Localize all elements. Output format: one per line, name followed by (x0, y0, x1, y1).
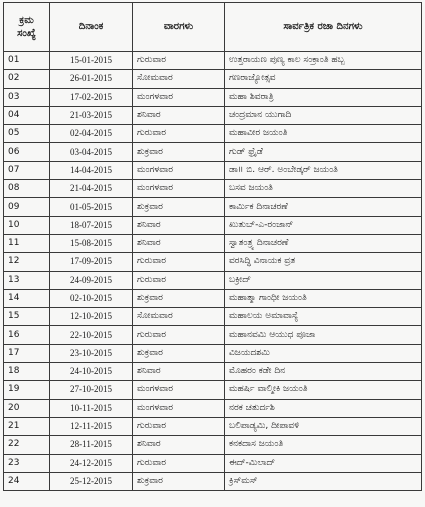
date-cell: 24-10-2015 (50, 363, 133, 381)
serial-header-line1: ಕ್ರಮ (19, 15, 34, 26)
holiday-name-cell: ಈದ್-ಮಿಲಾದ್ (225, 454, 422, 472)
serial-number-cell: 16 (4, 326, 50, 344)
table-row (4, 289, 422, 307)
holiday-name-cell: ಮಹಾಲಯ ಅಮಾವಾಸ್ಯೆ (225, 308, 422, 326)
serial-number-header (4, 3, 50, 52)
weekday-cell: ಸೋಮವಾರ (133, 70, 225, 88)
date-cell: 02-10-2015 (50, 289, 133, 307)
table-row (4, 326, 422, 344)
weekday-cell: ಗುರುವಾರ (133, 271, 225, 289)
table-row (4, 399, 422, 417)
weekday-cell: ಗುರುವಾರ (133, 417, 225, 435)
holiday-name-cell: ಡಾ॥ ಬಿ. ಆರ್. ಅಂಬೇಡ್ಕರ್ ಜಯಂತಿ (225, 161, 422, 179)
date-cell: 14-04-2015 (50, 161, 133, 179)
date-cell: 01-05-2015 (50, 198, 133, 216)
date-cell: 18-07-2015 (50, 216, 133, 234)
serial-number-cell: 14 (4, 289, 50, 307)
serial-number-cell: 23 (4, 454, 50, 472)
table-row (4, 436, 422, 454)
date-cell: 17-02-2015 (50, 88, 133, 106)
table-row (4, 381, 422, 399)
table-row (4, 143, 422, 161)
date-cell: 15-08-2015 (50, 234, 133, 252)
weekday-cell: ಶನಿವಾರ (133, 216, 225, 234)
holiday-name-cell: ಚಂದ್ರಮಾನ ಯುಗಾದಿ (225, 106, 422, 124)
holiday-name-cell: ಸ್ವಾತಂತ್ರ್ಯ ದಿನಾಚರಣೆ (225, 234, 422, 252)
table-row (4, 52, 422, 70)
weekday-cell: ಶುಕ್ರವಾರ (133, 143, 225, 161)
date-cell: 02-04-2015 (50, 125, 133, 143)
weekday-cell: ಸೋಮವಾರ (133, 308, 225, 326)
date-cell: 26-01-2015 (50, 70, 133, 88)
date-cell: 28-11-2015 (50, 436, 133, 454)
date-cell: 24-09-2015 (50, 271, 133, 289)
holiday-name-cell: ಬಕ್ರೀದ್ (225, 271, 422, 289)
serial-number-cell: 13 (4, 271, 50, 289)
table-row (4, 198, 422, 216)
holiday-name-cell: ಮಹಾವೀರ ಜಯಂತಿ (225, 125, 422, 143)
serial-number-cell: 20 (4, 399, 50, 417)
serial-number-cell: 12 (4, 253, 50, 271)
serial-number-cell: 07 (4, 161, 50, 179)
serial-number-cell: 03 (4, 88, 50, 106)
holiday-name-cell: ಮಹಾನವಮಿ ಆಯುಧ ಪೂಜಾ (225, 326, 422, 344)
date-header: ದಿನಾಂಕ (50, 3, 133, 52)
date-cell: 03-04-2015 (50, 143, 133, 161)
date-cell: 21-03-2015 (50, 106, 133, 124)
date-cell: 10-11-2015 (50, 399, 133, 417)
table-row (4, 161, 422, 179)
holiday-name-cell: ಗಣರಾಜ್ಯೋತ್ಸವ (225, 70, 422, 88)
holiday-name-cell: ಉತ್ತರಾಯಣ ಪುಣ್ಯ ಕಾಲ ಸಂಕ್ರಾಂತಿ ಹಬ್ಬ (225, 52, 422, 70)
weekday-cell: ಮಂಗಳವಾರ (133, 381, 225, 399)
weekday-cell: ಶನಿವಾರ (133, 234, 225, 252)
table-row (4, 88, 422, 106)
weekday-cell: ಮಂಗಳವಾರ (133, 399, 225, 417)
serial-number-cell: 10 (4, 216, 50, 234)
holiday-name-cell: ಬಲಿಪಾಡ್ಯಮಿ, ದೀಪಾವಳಿ (225, 417, 422, 435)
serial-number-cell: 22 (4, 436, 50, 454)
table-row (4, 308, 422, 326)
table-row (4, 216, 422, 234)
holiday-name-cell: ಬಸವ ಜಯಂತಿ (225, 180, 422, 198)
table-row (4, 234, 422, 252)
table-row (4, 180, 422, 198)
holiday-name-cell: ಗುಡ್ ಫ್ರೈಡೆ (225, 143, 422, 161)
date-cell: 15-01-2015 (50, 52, 133, 70)
serial-number-cell: 18 (4, 363, 50, 381)
table-row (4, 454, 422, 472)
serial-number-cell: 06 (4, 143, 50, 161)
serial-number-cell: 15 (4, 308, 50, 326)
table-row (4, 472, 422, 490)
holiday-name-cell: ಮಹಾ ಶಿವರಾತ್ರಿ (225, 88, 422, 106)
weekday-cell: ಶುಕ್ರವಾರ (133, 198, 225, 216)
serial-number-cell: 08 (4, 180, 50, 198)
holiday-table (3, 2, 422, 491)
holiday-rows (4, 52, 422, 491)
date-cell: 24-12-2015 (50, 454, 133, 472)
weekday-cell: ಗುರುವಾರ (133, 253, 225, 271)
weekday-cell: ಶನಿವಾರ (133, 106, 225, 124)
date-cell: 17-09-2015 (50, 253, 133, 271)
holiday-name-cell: ಕ್ರಿಸ್‌ಮಸ್ (225, 472, 422, 490)
holiday-name-cell: ವಿಜಯದಶಮಿ (225, 344, 422, 362)
serial-number-cell: 21 (4, 417, 50, 435)
date-cell: 12-10-2015 (50, 308, 133, 326)
serial-number-cell: 04 (4, 106, 50, 124)
serial-number-cell: 11 (4, 234, 50, 252)
serial-number-cell: 09 (4, 198, 50, 216)
holiday-header: ಸಾರ್ವತ್ರಿಕ ರಜಾ ದಿನಗಳು (225, 3, 422, 52)
table-header-row (4, 3, 422, 52)
table-row (4, 417, 422, 435)
serial-number-cell: 24 (4, 472, 50, 490)
table-row (4, 70, 422, 88)
weekday-cell: ಶುಕ್ರವಾರ (133, 344, 225, 362)
serial-number-cell: 02 (4, 70, 50, 88)
serial-number-cell: 17 (4, 344, 50, 362)
weekday-cell: ಮಂಗಳವಾರ (133, 161, 225, 179)
date-cell: 21-04-2015 (50, 180, 133, 198)
date-cell: 23-10-2015 (50, 344, 133, 362)
weekday-cell: ಗುರುವಾರ (133, 52, 225, 70)
table-row (4, 363, 422, 381)
date-cell: 27-10-2015 (50, 381, 133, 399)
serial-number-cell: 01 (4, 52, 50, 70)
table-row (4, 253, 422, 271)
weekday-cell: ಮಂಗಳವಾರ (133, 180, 225, 198)
holiday-name-cell: ಖುತುಬ್-ಎ-ರಂಜಾನ್ (225, 216, 422, 234)
table-row (4, 125, 422, 143)
date-cell: 22-10-2015 (50, 326, 133, 344)
weekday-cell: ಶುಕ್ರವಾರ (133, 472, 225, 490)
holiday-name-cell: ಮೊಹರಂ ಕಡೇ ದಿನ (225, 363, 422, 381)
holiday-name-cell: ಕಾರ್ಮಿಕ ದಿನಾಚರಣೆ (225, 198, 422, 216)
weekday-cell: ಶನಿವಾರ (133, 436, 225, 454)
serial-number-cell: 05 (4, 125, 50, 143)
weekday-cell: ಶುಕ್ರವಾರ (133, 289, 225, 307)
weekday-cell: ಗುರುವಾರ (133, 326, 225, 344)
table-row (4, 271, 422, 289)
holiday-name-cell: ಮಹರ್ಷಿ ವಾಲ್ಮೀಕಿ ಜಯಂತಿ (225, 381, 422, 399)
weekday-header: ವಾರಗಳು (133, 3, 225, 52)
serial-header-line2: ಸಂಖ್ಯೆ (17, 28, 36, 39)
date-cell: 25-12-2015 (50, 472, 133, 490)
serial-number-cell: 19 (4, 381, 50, 399)
date-cell: 12-11-2015 (50, 417, 133, 435)
holiday-name-cell: ನರಕ ಚತುರ್ದಶಿ (225, 399, 422, 417)
weekday-cell: ಶನಿವಾರ (133, 363, 225, 381)
weekday-cell: ಗುರುವಾರ (133, 454, 225, 472)
weekday-cell: ಮಂಗಳವಾರ (133, 88, 225, 106)
weekday-cell: ಗುರುವಾರ (133, 125, 225, 143)
table-row (4, 344, 422, 362)
table-row (4, 106, 422, 124)
holiday-name-cell: ಕನಕದಾಸ ಜಯಂತಿ (225, 436, 422, 454)
holiday-name-cell: ವರಸಿದ್ಧಿ ವಿನಾಯಕ ವ್ರತ (225, 253, 422, 271)
holiday-name-cell: ಮಹಾತ್ಮಾ ಗಾಂಧೀ ಜಯಂತಿ (225, 289, 422, 307)
